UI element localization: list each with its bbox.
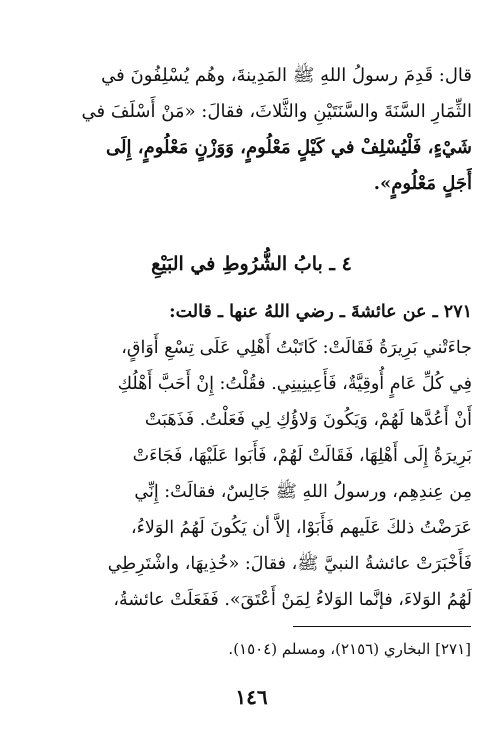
text-line: الثِّمَارِ السَّنَةَ والسَّنَتَيْنِ والثَّلاثَ، فقالَ: «مَنْ أَسْلَفَ في: [81, 101, 472, 122]
paragraph-hadith-barira: [60, 294, 472, 618]
text-line: جاءَتْني بَرِيرَةُ فَقَالَتْ: كَاتَبْتُ أَهْلِي عَلَى تِسْعِ أَوَاقٍ،: [121, 338, 472, 358]
text-line: لَهُمُ الوَلاءَ، فإنَّما الوَلاءُ لِمَنْ أَعْتَقَ». فَفَعَلَتْ عائشةُ،: [113, 590, 472, 610]
text-line: أَنْ أَعُدَّها لَهُمْ، وَيَكُونَ وَلاؤُكِ لِي فَعَلْتُ. فَذَهَبَتْ: [144, 410, 472, 430]
chapter-heading: ٤ ـ بابُ الشُّرُوطِ في البَيْعِ: [151, 253, 352, 275]
text-line: شَيْءٍ، فَلْيُسْلِفْ في كَيْلٍ مَعْلُومٍ، وَوَزْنٍ مَعْلُومٍ، إِلَى: [106, 137, 472, 158]
paragraph-hadith-salam: [60, 58, 472, 202]
footnote: [٢٧١] البخاري (٢١٥٦)، ومسلم (١٥٠٤).: [228, 640, 471, 658]
footnote-divider: [293, 626, 471, 627]
text-line: بَرِيرَةُ إِلَى أَهْلِهَا، فَقَالَتْ لَهُمْ، فَأَبَوا عَلَيْهَا، فَجَاءَتْ: [132, 446, 472, 466]
text-line: فَأَخْبَرَتْ عائشةُ النبيَّ ﷺ، فقالَ: «خُذِيهَا، واشْتَرِطِي: [107, 554, 472, 574]
text-line: عَرَضْتُ ذلكَ عَلَيهم فَأَبَوْا، إلاَّ أن يَكُونَ لَهُمُ الوَلاءُ،: [131, 518, 472, 538]
text-line: قال: قَدِمَ رسولُ اللهِ ﷺ المَدِينةَ، وهُم يُسْلِفُونَ في: [101, 65, 472, 86]
text-line: أَجَلٍ مَعْلُومٍ».: [373, 173, 472, 194]
text-line: فِي كُلِّ عَامٍ أُوقِيَّةٌ، فَأَعِينِينِي. فقُلْتُ: إِنْ أَحَبَّ أَهْلُكِ: [117, 374, 472, 394]
page-number: ١٤٦: [235, 685, 268, 709]
text-line: ٢٧١ ـ عن عائشةَ ـ رضي اللهُ عنها ـ قالت:: [169, 302, 472, 322]
text-line: مِن عِندِهِم، ورسولُ اللهِ ﷺ جَالِسٌ، فقالَتْ: إِنِّي: [134, 482, 472, 502]
